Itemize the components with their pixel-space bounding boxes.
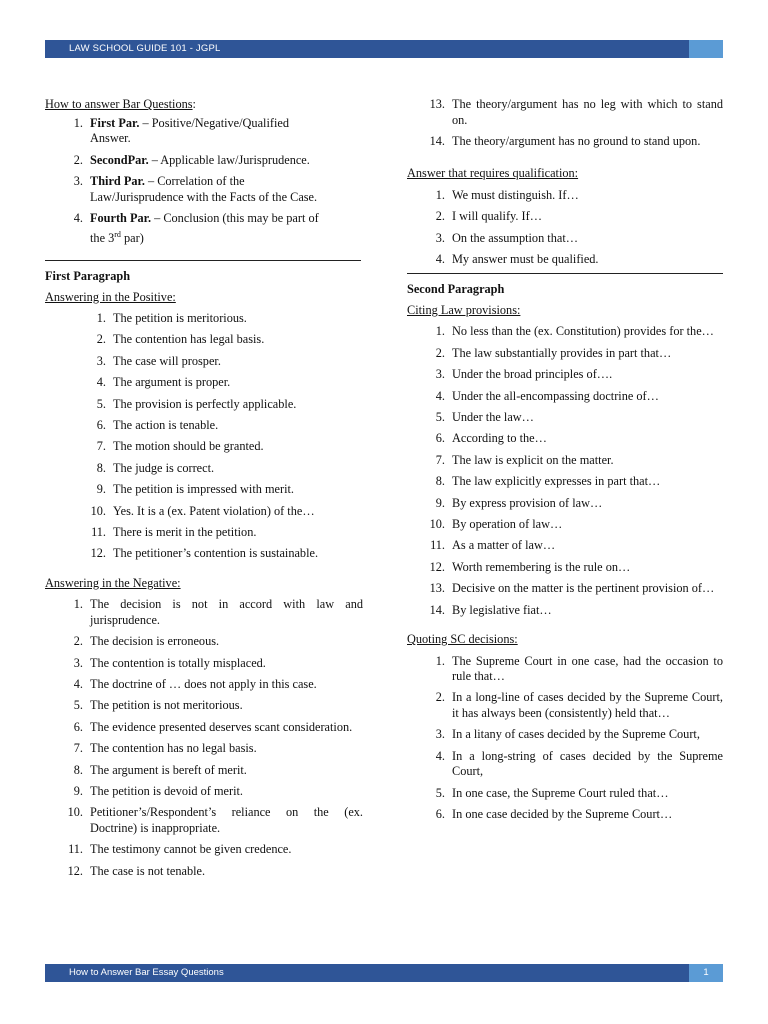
item-number: 1. bbox=[435, 324, 445, 339]
item-text: The contention has legal basis. bbox=[113, 332, 265, 347]
item-text: No less than the (ex. Constitution) provides for the… bbox=[452, 324, 714, 339]
item-number: 10. bbox=[90, 503, 106, 518]
list-item bbox=[407, 346, 723, 362]
item-text: The contention is totally misplaced. bbox=[90, 655, 266, 670]
item-number: 12. bbox=[429, 559, 445, 574]
list-item bbox=[45, 397, 363, 413]
list-item bbox=[407, 517, 723, 533]
item-number: 9. bbox=[96, 482, 106, 497]
item-text: I will qualify. If… bbox=[452, 209, 543, 224]
header-title: LAW SCHOOL GUIDE 101 - JGPL bbox=[69, 43, 221, 54]
item-text: My answer must be qualified. bbox=[452, 252, 599, 267]
list-item bbox=[407, 581, 723, 597]
list-item bbox=[407, 410, 723, 426]
continued-list bbox=[407, 97, 723, 149]
list-item bbox=[407, 453, 723, 469]
item-number: 3. bbox=[435, 727, 445, 742]
intro-list bbox=[45, 116, 363, 247]
item-text: In one case decided by the Supreme Court… bbox=[452, 806, 673, 821]
item-text: Yes. It is a (ex. Patent violation) of the… bbox=[113, 503, 315, 518]
item-text: In a long-line of cases decided by the Supreme Court, it has always been (consistently) held that… bbox=[452, 690, 723, 720]
item-text: The petition is not meritorious. bbox=[90, 698, 243, 713]
footer-title: How to Answer Bar Essay Questions bbox=[69, 967, 224, 978]
item-number: 6. bbox=[96, 418, 106, 433]
item-number: 9. bbox=[73, 784, 83, 799]
item-number: 5. bbox=[73, 698, 83, 713]
item-number: 4. bbox=[435, 252, 445, 267]
second-paragraph-heading: Second Paragraph bbox=[407, 282, 505, 297]
item-number: 7. bbox=[435, 452, 445, 467]
list-item bbox=[407, 560, 723, 576]
item-text: The petitioner’s contention is sustainable. bbox=[113, 546, 319, 561]
list-item bbox=[45, 482, 363, 498]
item-number: 1. bbox=[96, 311, 106, 326]
item-number: 8. bbox=[96, 460, 106, 475]
item-text: The decision is erroneous. bbox=[90, 634, 220, 649]
list-item: 2. SecondPar. – Applicable law/Jurisprudence. bbox=[73, 152, 310, 167]
list-item bbox=[407, 231, 723, 247]
item-text: The law explicitly expresses in part that… bbox=[452, 474, 661, 489]
item-number: 3. bbox=[435, 367, 445, 382]
item-number: 10. bbox=[429, 516, 445, 531]
item-text: Decisive on the matter is the pertinent provision of… bbox=[452, 581, 715, 596]
item-number: 12. bbox=[90, 546, 106, 561]
item-number: 14. bbox=[429, 602, 445, 617]
list-item bbox=[45, 332, 363, 348]
item-number: 3. bbox=[73, 655, 83, 670]
item-number: 1. bbox=[73, 597, 83, 612]
item-text: By legislative fiat… bbox=[452, 602, 552, 617]
header-accent bbox=[689, 40, 723, 58]
list-item bbox=[45, 864, 363, 880]
item-number: 11. bbox=[68, 842, 83, 857]
list-item bbox=[45, 439, 363, 455]
item-text: The testimony cannot be given credence. bbox=[90, 842, 292, 857]
item-text: The doctrine of … does not apply in this case. bbox=[90, 677, 317, 692]
list-item bbox=[407, 786, 723, 802]
list-item bbox=[407, 538, 723, 554]
item-number: 13. bbox=[429, 581, 445, 596]
item-text: The decision is not in accord with law and jurisprudence. bbox=[90, 597, 363, 627]
quoting-list bbox=[407, 654, 723, 823]
item-number: 12. bbox=[67, 863, 83, 878]
item-text: The petition is meritorious. bbox=[113, 311, 247, 326]
item-number: 6. bbox=[435, 431, 445, 446]
item-number: 4. bbox=[435, 748, 445, 763]
list-item bbox=[407, 654, 723, 685]
item-text: The law is explicit on the matter. bbox=[452, 452, 614, 467]
list-item: 14. The theory/argument has no ground to stand upon. bbox=[429, 133, 701, 148]
list-item bbox=[407, 431, 723, 447]
list-item bbox=[407, 603, 723, 619]
item-number: 9. bbox=[435, 495, 445, 510]
list-item bbox=[407, 188, 723, 204]
item-number: 3. bbox=[435, 230, 445, 245]
item-number: 4. bbox=[96, 375, 106, 390]
item-number: 8. bbox=[435, 474, 445, 489]
item-text: The motion should be granted. bbox=[113, 439, 264, 454]
list-item bbox=[45, 461, 363, 477]
right-column bbox=[407, 97, 723, 828]
item-number: 6. bbox=[73, 719, 83, 734]
list-item bbox=[407, 727, 723, 743]
page-number: 1 bbox=[689, 964, 723, 982]
list-item: 4. Fourth Par. – Conclusion (this may be part of the 3rd par) bbox=[73, 211, 319, 245]
item-text: The petition is impressed with merit. bbox=[113, 482, 295, 497]
intro-heading: How to answer Bar Questions: bbox=[45, 97, 196, 111]
list-item bbox=[407, 367, 723, 383]
list-item bbox=[45, 784, 363, 800]
list-item bbox=[407, 749, 723, 780]
list-item bbox=[407, 252, 723, 268]
quoting-heading: Quoting SC decisions: bbox=[407, 632, 518, 647]
positive-list bbox=[45, 311, 363, 562]
list-item: 3. Third Par. – Correlation of the Law/Jurisprudence with the Facts of the Case. bbox=[73, 174, 318, 204]
item-text: The case will prosper. bbox=[113, 353, 221, 368]
item-text: Petitioner’s/Respondent’s reliance on the (ex. Doctrine) is inappropriate. bbox=[90, 805, 363, 835]
list-item bbox=[407, 324, 723, 340]
item-text: There is merit in the petition. bbox=[113, 525, 257, 539]
item-text: The argument is proper. bbox=[113, 375, 231, 390]
item-number: 2. bbox=[435, 209, 445, 224]
item-number: 2. bbox=[96, 332, 106, 347]
item-text: In a long-string of cases decided by the Supreme Court, bbox=[452, 748, 723, 779]
item-text: The Supreme Court in one case, had the occasion to rule that… bbox=[452, 653, 723, 684]
list-item bbox=[45, 354, 363, 370]
item-number: 7. bbox=[73, 741, 83, 756]
item-number: 2. bbox=[435, 345, 445, 360]
item-text: Worth remembering is the rule on… bbox=[452, 559, 631, 574]
item-text: The case is not tenable. bbox=[90, 863, 206, 878]
item-text: We must distinguish. If… bbox=[452, 187, 579, 202]
item-text: The judge is correct. bbox=[113, 460, 215, 475]
list-item bbox=[45, 597, 363, 628]
item-text: By operation of law… bbox=[452, 516, 563, 531]
divider-line bbox=[407, 273, 723, 274]
list-item bbox=[45, 698, 363, 714]
list-item bbox=[45, 634, 363, 650]
page-header-bar bbox=[45, 40, 723, 58]
negative-heading: Answering in the Negative: bbox=[45, 575, 181, 590]
list-item bbox=[45, 677, 363, 693]
list-item bbox=[407, 690, 723, 721]
list-item: 1. First Par. – Positive/Negative/Qualified Answer. bbox=[73, 115, 289, 145]
list-item bbox=[407, 807, 723, 823]
item-text: The provision is perfectly applicable. bbox=[113, 396, 297, 411]
item-number: 5. bbox=[435, 410, 445, 425]
list-item bbox=[407, 474, 723, 490]
item-number: 4. bbox=[73, 677, 83, 692]
item-number: 1. bbox=[435, 187, 445, 202]
item-number: 6. bbox=[435, 806, 445, 821]
item-text: The contention has no legal basis. bbox=[90, 741, 257, 756]
list-item bbox=[45, 418, 363, 434]
item-number: 11. bbox=[430, 538, 445, 553]
item-text: By express provision of law… bbox=[452, 495, 603, 510]
item-number: 8. bbox=[73, 762, 83, 777]
list-item bbox=[407, 209, 723, 225]
item-number: 5. bbox=[435, 785, 445, 800]
list-item: 13. The theory/argument has no leg with which to stand on. bbox=[429, 97, 723, 127]
item-number: 1. bbox=[435, 653, 445, 668]
item-text: The argument is bereft of merit. bbox=[90, 762, 247, 777]
citing-heading: Citing Law provisions: bbox=[407, 302, 521, 317]
list-item bbox=[45, 720, 363, 736]
negative-list bbox=[45, 597, 363, 879]
list-item bbox=[45, 525, 363, 541]
item-number: 7. bbox=[96, 439, 106, 454]
item-number: 4. bbox=[435, 388, 445, 403]
item-text: Under the law… bbox=[452, 410, 534, 425]
page-footer-bar bbox=[45, 964, 723, 982]
item-text: As a matter of law… bbox=[452, 538, 556, 553]
list-item bbox=[45, 375, 363, 391]
list-item bbox=[45, 311, 363, 327]
item-text: Under the all-encompassing doctrine of… bbox=[452, 388, 659, 403]
first-paragraph-heading: First Paragraph bbox=[45, 269, 131, 284]
list-item bbox=[45, 763, 363, 779]
list-item bbox=[45, 546, 363, 562]
list-item bbox=[407, 389, 723, 405]
item-text: The action is tenable. bbox=[113, 418, 219, 433]
item-number: 5. bbox=[96, 396, 106, 411]
item-text: The petition is devoid of merit. bbox=[90, 784, 243, 799]
qualification-list bbox=[407, 188, 723, 268]
list-item bbox=[407, 496, 723, 512]
item-number: 11. bbox=[91, 525, 106, 539]
list-item bbox=[45, 741, 363, 757]
item-number: 3. bbox=[96, 353, 106, 368]
item-text: The evidence presented deserves scant consideration. bbox=[90, 719, 353, 734]
item-number: 10. bbox=[67, 805, 83, 820]
item-number: 2. bbox=[435, 690, 445, 705]
citing-list bbox=[407, 324, 723, 618]
divider-line bbox=[45, 260, 361, 261]
item-text: On the assumption that… bbox=[452, 230, 579, 245]
left-column bbox=[45, 97, 363, 885]
item-text: The law substantially provides in part that… bbox=[452, 345, 672, 360]
item-text: In one case, the Supreme Court ruled that… bbox=[452, 785, 669, 800]
item-text: According to the… bbox=[452, 431, 547, 446]
item-number: 2. bbox=[73, 634, 83, 649]
list-item bbox=[45, 805, 363, 836]
list-item bbox=[45, 656, 363, 672]
item-text: Under the broad principles of…. bbox=[452, 367, 613, 382]
qualification-heading: Answer that requires qualification: bbox=[407, 166, 579, 181]
list-item bbox=[45, 504, 363, 520]
positive-heading: Answering in the Positive: bbox=[45, 289, 176, 304]
item-text: In a litany of cases decided by the Supreme Court, bbox=[452, 727, 700, 742]
list-item bbox=[45, 842, 363, 858]
